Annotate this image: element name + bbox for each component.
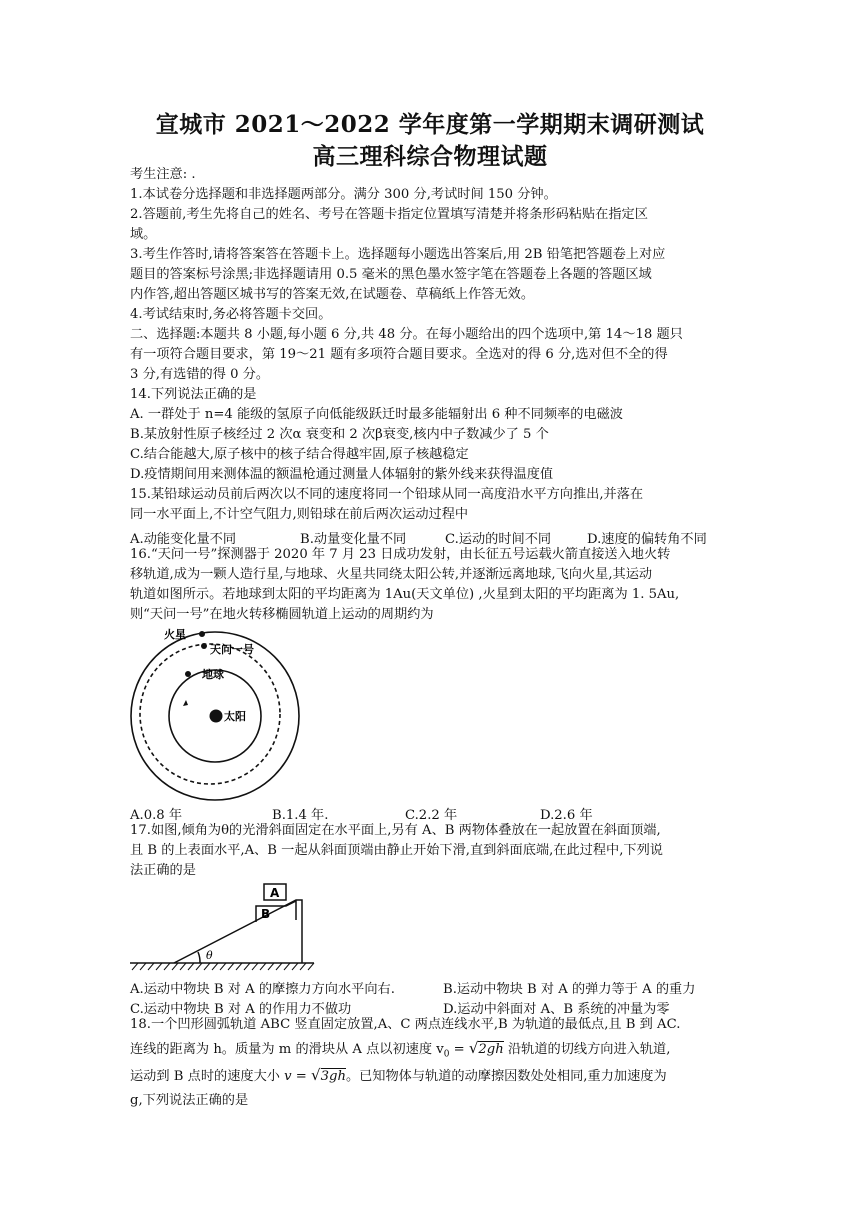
exam-subtitle: 高三理科综合物理试题 (312, 143, 548, 170)
q14-stem: 14.下列说法正确的是 (130, 387, 257, 402)
earth-label: 地球 (202, 668, 224, 681)
q15-option-c: C.运动的时间不同 (445, 532, 552, 547)
q17-option-d: D.运动中斜面对 A、B 系统的冲量为零 (443, 1002, 670, 1017)
q17-option-c: C.运动中物块 B 对 A 的作用力不做功 (130, 1002, 352, 1017)
q18-stem-speed: 运动到 B 点时的速度大小 v = √3gh。已知物体与轨道的动摩擦因数处处相同,重力加速度为 (130, 1066, 667, 1084)
notes-line: 2.答题前,考生先将自己的姓名、考号在答题卡指定位置填写清楚并将条形码粘贴在指定区 (130, 207, 648, 222)
incline (174, 900, 302, 963)
q14-option-b: B.某放射性原子核经过 2 次α 衰变和 2 次β衰变,核内中子数减少了 5 个 (130, 427, 549, 442)
notes-line: 内作答,超出答题区城书写的答案无效,在试题卷、草稿纸上作答无效。 (130, 287, 535, 302)
probe-dot (201, 643, 207, 649)
sun-label: 太阳 (224, 710, 246, 723)
q15-option-a: A.动能变化量不同 (130, 532, 237, 547)
q15-stem: 同一水平面上,不计空气阻力,则铅球在前后两次运动过程中 (130, 507, 469, 522)
direction-arrow (183, 700, 188, 706)
block-a-label: A (270, 886, 280, 900)
exam-title: 宣城市 2021～2022 学年度第一学期期末调研测试 (155, 111, 705, 138)
q16-option-d: D.2.6 年 (540, 808, 593, 823)
sun-dot (210, 710, 223, 723)
q16-option-a: A.0.8 年 (130, 808, 183, 823)
orbit-diagram (128, 628, 288, 798)
notes-line: 1.本试卷分选择题和非选择题两部分。满分 300 分,考试时间 150 分钟。 (130, 187, 557, 202)
q16-stem: 16.“天问一号”探测器于 2020 年 7 月 23 日成功发射，由长征五号运载火箭直接送入地火转 (130, 547, 671, 562)
sqrt-sign: √ (311, 1066, 321, 1084)
subscript: 0 (443, 1049, 450, 1060)
section-instructions: 有一项符合题目要求，第 19～21 题有多项符合题目要求。全选对的得 6 分,选对但不全的得 (130, 347, 668, 362)
angle-label: θ (206, 949, 213, 962)
notes-heading: 考生注意: . (130, 167, 196, 182)
incline-diagram (128, 880, 318, 972)
section-instructions: 3 分,有选错的得 0 分。 (130, 367, 270, 382)
q16-option-c: C.2.2 年 (405, 808, 458, 823)
mars-dot (199, 631, 205, 637)
probe-label: 天问一号 (210, 643, 254, 656)
q16-option-b: B.1.4 年. (272, 808, 329, 823)
q18-stem: 18.一个凹形圆弧轨道 ABC 竖直固定放置,A、C 两点连线水平,B 为轨道的最低点,且 B 到 AC. (130, 1017, 681, 1032)
q16-stem: 则“天问一号”在地火转移椭圆轨道上运动的周期约为 (130, 607, 434, 622)
q14-option-a: A. 一群处于 n=4 能级的氢原子向低能级跃迁时最多能辐射出 6 种不同频率的电磁波 (130, 407, 623, 422)
q17-stem: 法正确的是 (130, 863, 196, 878)
q18-stem: g,下列说法正确的是 (130, 1093, 249, 1108)
q15-option-b: B.动量变化量不同 (300, 532, 407, 547)
sqrt-sign: √ (468, 1039, 479, 1057)
earth-dot (185, 671, 191, 677)
notes-line: 域。 (130, 227, 157, 242)
mars-label: 火星 (164, 628, 186, 641)
radicand: 3gh (320, 1069, 346, 1084)
q18-stem-velocity: 连线的距离为 h。质量为 m 的滑块从 A 点以初速度 $v_0 = √2gh$ 沿轨道的切线方向进入轨道, (130, 1039, 671, 1060)
notes-line: 4.考试结束时,务必将答题卡交回。 (130, 307, 332, 322)
section-instructions: 二、选择题:本题共 8 小题,每小题 6 分,共 48 分。在每小题给出的四个选项中,第 14～18 题只 (130, 327, 683, 342)
q16-stem: 轨道如图所示。若地球到太阳的平均距离为 1Au(天文单位) ,火星到太阳的平均距离为 1. 5Au, (130, 587, 680, 602)
notes-line: 3.考生作答时,请将答案答在答题卡上。选择题每小题选出答案后,用 2B 铅笔把答题卷上对应 (130, 247, 666, 262)
q14-option-d: D.疫情期间用来测体温的额温枪通过测量人体辐射的紫外线来获得温度值 (130, 467, 554, 482)
q17-stem: 17.如图,倾角为θ的光滑斜面固定在水平面上,另有 A、B 两物体叠放在一起放置在斜面顶端, (130, 823, 661, 838)
q16-stem: 移轨道,成为一颗人造行星,与地球、火星共同绕太阳公转,并逐渐远离地球,飞向火星,其运动 (130, 567, 653, 582)
q15-stem: 15.某铅球运动员前后两次以不同的速度将同一个铅球从同一高度沿水平方向推出,并落在 (130, 487, 644, 502)
q17-option-b: B.运动中物块 B 对 A 的弹力等于 A 的重力 (443, 982, 696, 997)
q17-option-a: A.运动中物块 B 对 A 的摩擦力方向水平向右. (130, 982, 395, 997)
radicand: 2gh (478, 1042, 504, 1057)
angle-arc (198, 952, 200, 963)
q14-option-c: C.结合能越大,原子核中的核子结合得越牢固,原子核越稳定 (130, 447, 469, 462)
q15-option-d: D.速度的偏转角不同 (587, 532, 707, 547)
notes-line: 题目的答案标号涂黑;非选择题请用 0.5 毫米的黑色墨水签字笔在答题卷上各题的答题区域 (130, 267, 652, 282)
block-b-label: B (261, 907, 271, 921)
q17-stem: 且 B 的上表面水平,A、B 一起从斜面顶端由静止开始下滑,直到斜面底端,在此过程中,下列说 (130, 843, 663, 858)
